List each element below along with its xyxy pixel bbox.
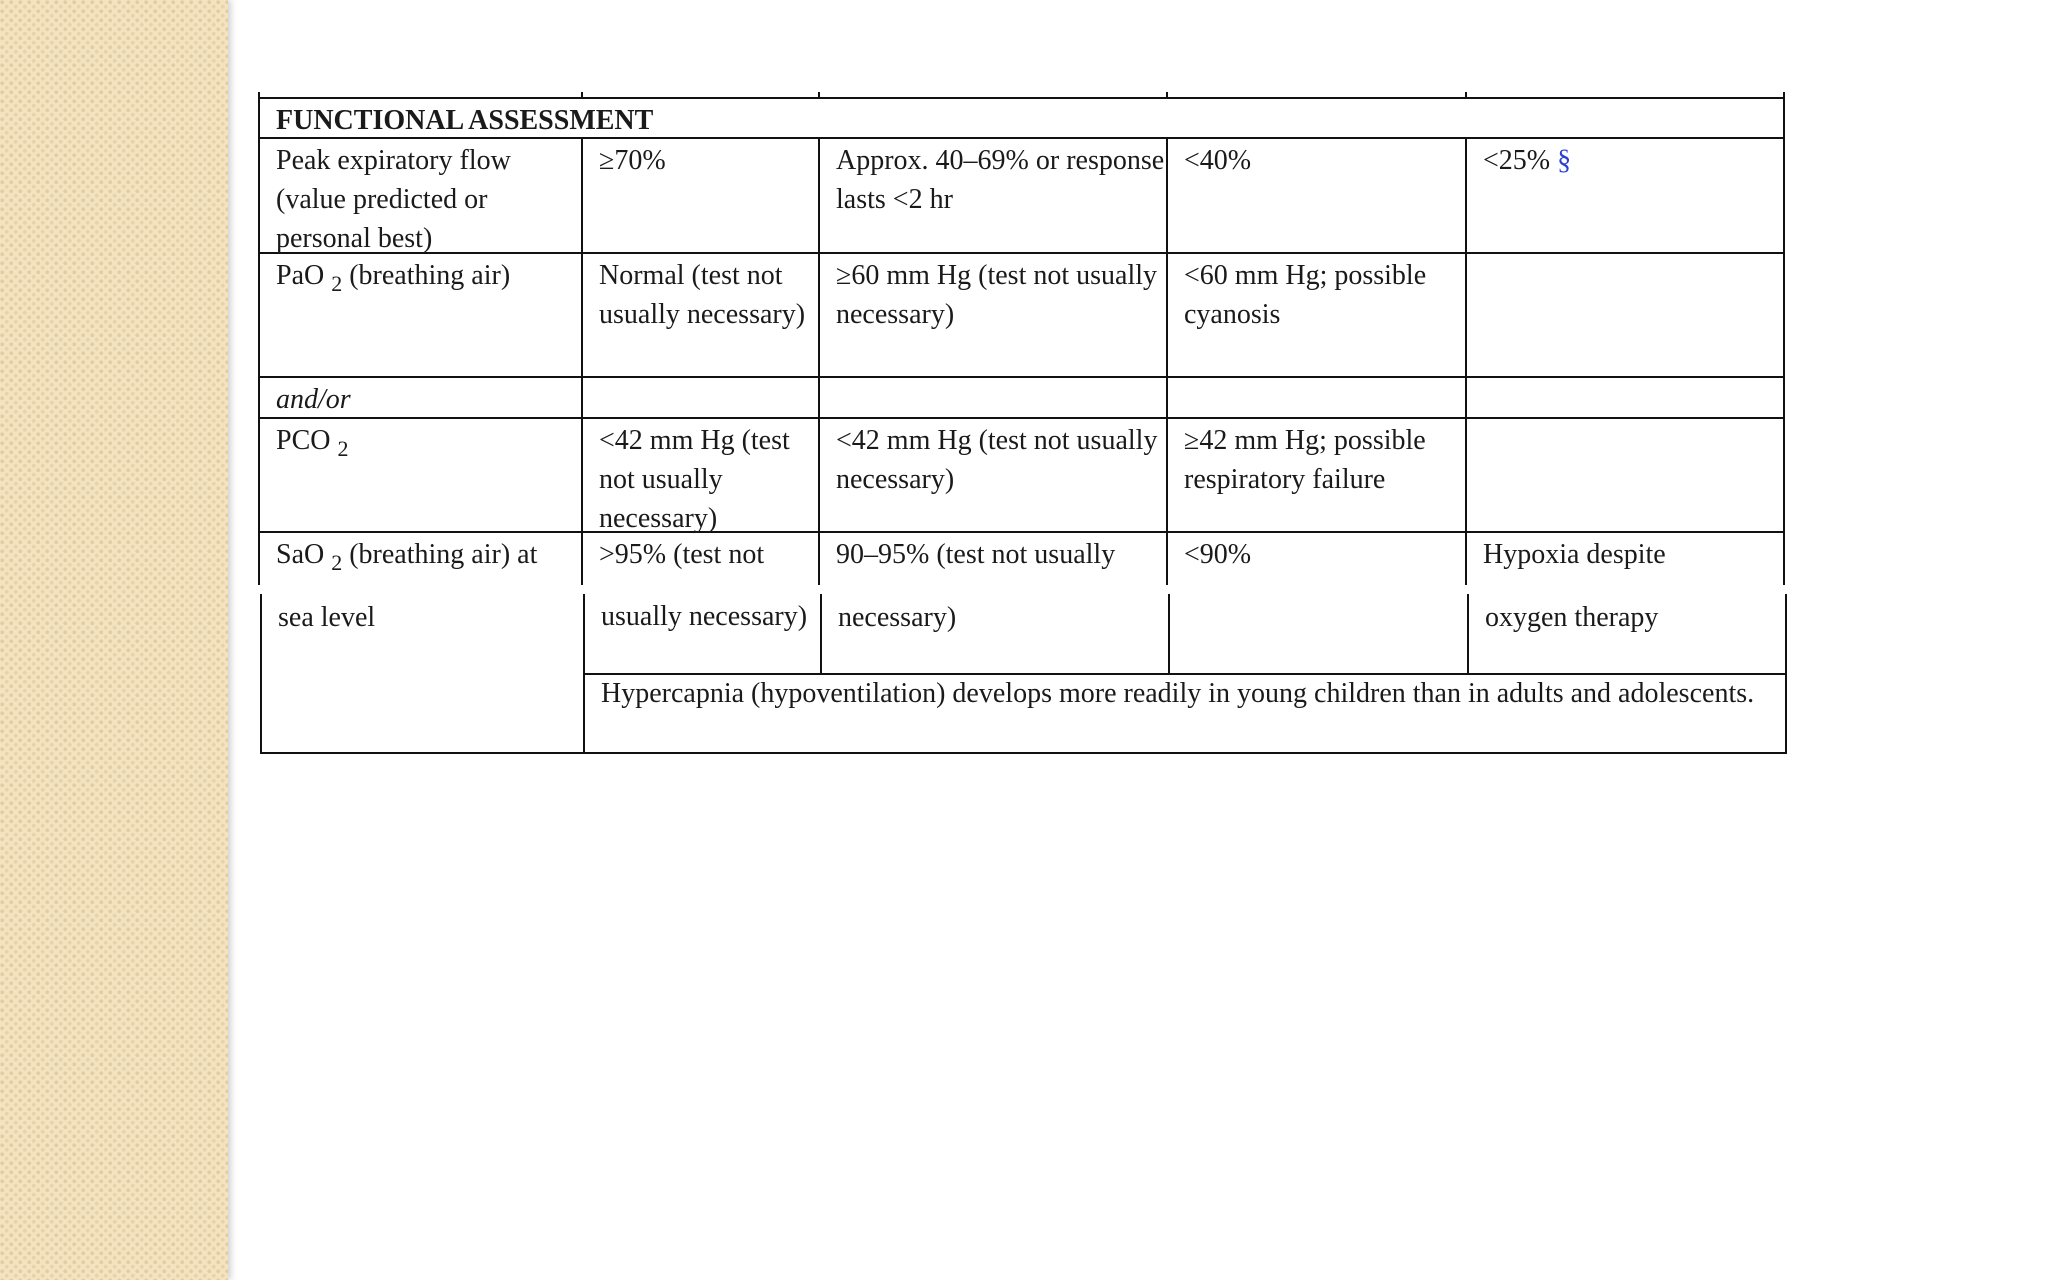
cell-moderate: necessary) <box>838 602 957 633</box>
column-divider <box>1166 137 1168 585</box>
column-divider <box>1168 594 1170 674</box>
label-text: PCO <box>276 425 331 456</box>
label-text: (breathing air) at <box>342 539 538 570</box>
cell-severe <box>1170 596 1467 598</box>
row-label-sao2 <box>260 533 581 582</box>
cell-life-threatening <box>1467 419 1783 421</box>
cell-life-threatening <box>1467 254 1783 256</box>
footnote-mark: § <box>1557 145 1572 176</box>
cell-mild: >95% (test not <box>599 539 765 570</box>
table-header: FUNCTIONAL ASSESSMENT <box>276 105 654 136</box>
label-text: SaO <box>276 539 325 570</box>
cell-mild: usually necessary) <box>601 601 808 632</box>
cell-life-threatening: Hypoxia despite <box>1483 539 1666 570</box>
cell-life-threatening <box>1467 139 1783 180</box>
cell-life-threatening: oxygen therapy <box>1485 602 1659 633</box>
label-text: PaO <box>276 260 325 291</box>
cell-moderate: <42 mm Hg (test not usually necessary) <box>836 425 1158 495</box>
cell-severe: <60 mm Hg; possible cyanosis <box>1184 260 1427 330</box>
row-label-peak-flow: Peak expiratory flow (value predicted or personal best) <box>276 145 511 254</box>
cell-moderate: ≥60 mm Hg (test not usually necessary) <box>836 260 1158 330</box>
row-label-continuation: sea level <box>278 602 376 633</box>
cell-mild: Normal (test not usually necessary) <box>599 260 806 330</box>
label-text: (breathing air) <box>342 260 511 291</box>
subscript: 2 <box>337 436 349 461</box>
cell-moderate: 90–95% (test not usually <box>836 539 1116 570</box>
cell-mild: ≥70% <box>599 145 666 176</box>
cell-mild: <42 mm Hg (test not usually necessary) <box>599 425 790 534</box>
subscript: 2 <box>331 550 343 575</box>
table-border-bottom <box>260 752 1787 754</box>
table-border-right <box>1783 97 1785 585</box>
cell-moderate: Approx. 40–69% or response lasts <2 hr <box>836 145 1165 215</box>
column-divider <box>1465 137 1467 585</box>
row-label-and-or: and/or <box>276 384 351 415</box>
footnote: Hypercapnia (hypoventilation) develops more readily in young children than in adults and adolescents. <box>601 678 1755 709</box>
cell-severe: <40% <box>1184 145 1252 176</box>
cell-text: <25% <box>1483 145 1551 176</box>
cell-severe: ≥42 mm Hg; possible respiratory failure <box>1184 425 1426 495</box>
subscript: 2 <box>331 271 343 296</box>
row-label-pao2 <box>260 254 581 303</box>
row-label-pco2 <box>260 419 581 468</box>
cell-severe: <90% <box>1184 539 1252 570</box>
